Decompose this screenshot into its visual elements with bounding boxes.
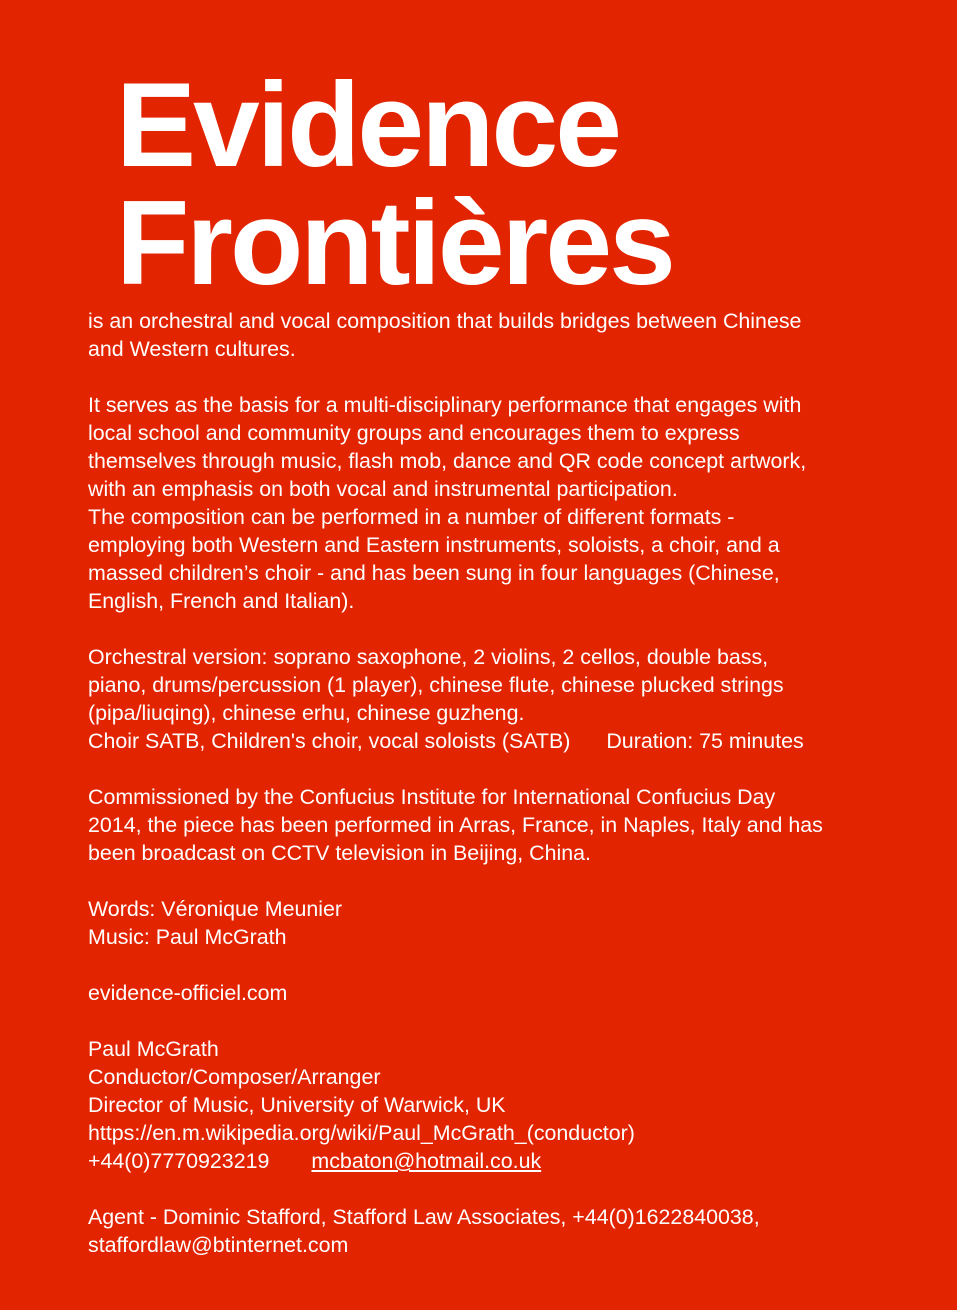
agent-line: Agent - Dominic Stafford, Stafford Law Associates, +44(0)1622840038, <box>88 1205 760 1229</box>
contact-position: Director of Music, University of Warwick, UK <box>88 1093 506 1117</box>
intro-line: and Western cultures. <box>88 337 296 361</box>
contact-block <box>88 1035 954 1175</box>
paragraph-gap <box>88 1175 954 1203</box>
orchestral-line: (pipa/liuqing), chinese erhu, chinese guzheng. <box>88 701 525 725</box>
intro-paragraph <box>88 307 954 363</box>
performance-paragraph <box>88 391 954 615</box>
credits-paragraph <box>88 895 954 951</box>
paragraph-gap <box>88 615 954 643</box>
performance-line: The composition can be performed in a number of different formats - <box>88 505 735 529</box>
paragraph-gap <box>88 1007 954 1035</box>
words-credit: Words: Véronique Meunier <box>88 897 343 921</box>
commission-line: Commissioned by the Confucius Institute for International Confucius Day <box>88 785 776 809</box>
orchestral-paragraph <box>88 643 954 755</box>
title-line-frontieres: Frontières <box>116 176 673 310</box>
paragraph-gap <box>88 951 954 979</box>
paragraph-gap <box>88 363 954 391</box>
commission-paragraph <box>88 783 954 867</box>
orchestral-line: Orchestral version: soprano saxophone, 2 violins, 2 cellos, double bass, <box>88 645 769 669</box>
intro-line: is an orchestral and vocal composition that builds bridges between Chinese <box>88 309 802 333</box>
contact-phone: +44(0)7770923219 <box>88 1149 270 1173</box>
description-body <box>88 307 954 1259</box>
commission-line: 2014, the piece has been performed in Arras, France, in Naples, Italy and has <box>88 813 823 837</box>
email-link[interactable]: mcbaton@hotmail.co.uk <box>311 1149 542 1173</box>
contact-name: Paul McGrath <box>88 1037 219 1061</box>
contact-phone-email-line <box>88 1147 954 1175</box>
performance-line: massed children’s choir - and has been sung in four languages (Chinese, <box>88 561 780 585</box>
agent-line: staffordlaw@btinternet.com <box>88 1233 349 1257</box>
performance-line: with an emphasis on both vocal and instrumental participation. <box>88 477 678 501</box>
performance-line: themselves through music, flash mob, dance and QR code concept artwork, <box>88 449 807 473</box>
performance-line: English, French and Italian). <box>88 589 355 613</box>
page-title <box>116 58 673 310</box>
duration-text: Duration: 75 minutes <box>606 729 804 753</box>
commission-line: been broadcast on CCTV television in Beijing, China. <box>88 841 591 865</box>
performance-line: employing both Western and Eastern instruments, soloists, a choir, and a <box>88 533 780 557</box>
contact-role: Conductor/Composer/Arranger <box>88 1065 381 1089</box>
title-line-evidence: Evidence <box>116 58 619 192</box>
contact-wiki-url: https://en.m.wikipedia.org/wiki/Paul_McGrath_(conductor) <box>88 1121 635 1145</box>
music-credit: Music: Paul McGrath <box>88 925 287 949</box>
agent-block <box>88 1203 954 1259</box>
website-text: evidence-officiel.com <box>88 981 288 1005</box>
performance-line: It serves as the basis for a multi-disciplinary performance that engages with <box>88 393 802 417</box>
paragraph-gap <box>88 867 954 895</box>
choir-duration-line <box>88 727 954 755</box>
paragraph-gap <box>88 755 954 783</box>
orchestral-line: piano, drums/percussion (1 player), chinese flute, chinese plucked strings <box>88 673 784 697</box>
performance-line: local school and community groups and encourages them to express <box>88 421 740 445</box>
choir-text: Choir SATB, Children's choir, vocal soloists (SATB) <box>88 729 571 753</box>
